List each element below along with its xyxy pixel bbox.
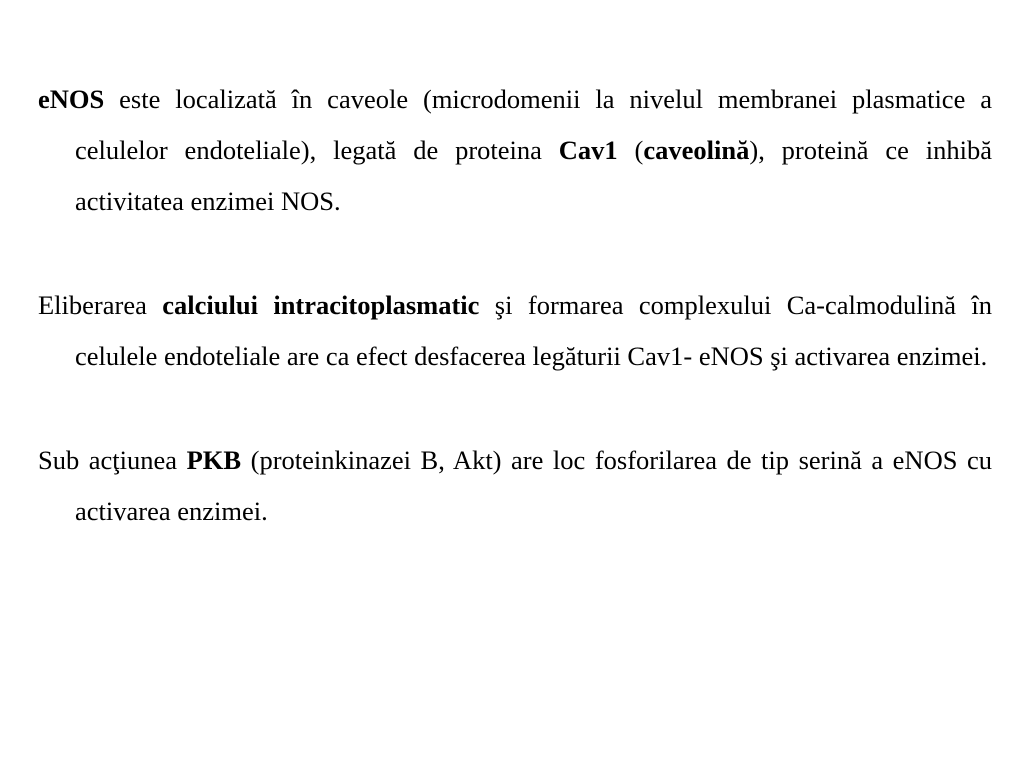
paragraph-calcium-release [38,280,992,382]
paragraph-text: Eliberarea [38,290,163,320]
paragraph-text: (proteinkinazei B, Akt) are loc fosforilarea de tip serină a eNOS cu activarea enzimei. [75,445,992,526]
term-calciu-intracitoplasmatic: calciului intracitoplasmatic [162,290,480,320]
term-pkb: PKB [186,445,242,475]
term-enos: eNOS [38,84,105,114]
paragraph-text: este localizată în caveole (microdomenii la nivelul membranei plasmatice a celulelor endoteliale), legată de proteina [75,84,992,165]
paragraph-text: Sub acţiunea [38,445,187,475]
paragraph-text: ), proteină ce inhibă activitatea enzimei NOS. [75,135,992,216]
paragraph-pkb-activation [38,435,992,537]
paragraph-text: ( [617,135,644,165]
slide-body [38,74,992,537]
paragraph-enos-localization [38,74,992,227]
term-cav1: Cav1 [558,135,618,165]
paragraph-text: şi formarea complexului Ca-calmodulină în celulele endoteliale are ca efect desfacerea legăturii Cav1- eNOS şi activarea enzimei. [75,290,992,371]
term-caveolina: caveolină [643,135,750,165]
